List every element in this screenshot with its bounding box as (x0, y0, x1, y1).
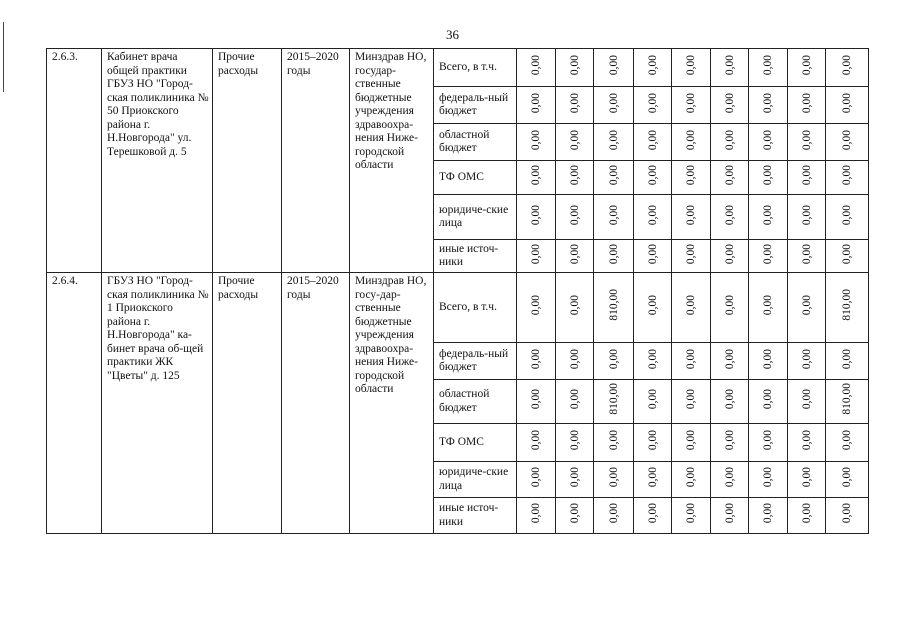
value-cell (594, 161, 634, 195)
value-cell (556, 87, 594, 124)
value-text: 0,00 (568, 503, 581, 524)
value-text: 0,00 (646, 295, 659, 316)
value-text: 0,00 (800, 129, 813, 150)
value-cell (594, 462, 634, 498)
value-text: 0,00 (646, 243, 659, 264)
value-cell (594, 424, 634, 462)
value-cell (556, 343, 594, 380)
value-text: 0,00 (723, 92, 736, 113)
source-federal-budget: федераль-ный бюджет (434, 87, 517, 124)
value-text: 810,00 (607, 383, 620, 416)
value-cell (594, 87, 634, 124)
value-cell (826, 380, 869, 424)
value-text: 0,00 (530, 92, 542, 113)
source-other-sources: иные источ-ники (434, 498, 517, 534)
value-text: 0,00 (530, 430, 542, 451)
value-cell (556, 273, 594, 343)
value-cell (711, 49, 749, 87)
value-text: 0,00 (685, 389, 697, 410)
value-cell (672, 87, 711, 124)
value-cell (749, 124, 788, 161)
value-text: 0,00 (723, 295, 736, 316)
item-name: Кабинет врача общей практики ГБУЗ НО "Город-ская поликлиника № 50 Приокского района г. Н.Новгорода" ул. Терешковой д. 5 (102, 49, 213, 273)
value-text: 0,00 (568, 243, 581, 264)
value-text: 0,00 (685, 348, 697, 369)
value-cell (788, 87, 826, 124)
value-cell (711, 462, 749, 498)
value-cell (634, 498, 672, 534)
value-text: 0,00 (723, 503, 736, 524)
value-text: 0,00 (607, 165, 620, 186)
value-text: 0,00 (841, 204, 853, 225)
value-text: 0,00 (800, 92, 813, 113)
value-text: 0,00 (685, 165, 697, 186)
value-cell (517, 343, 556, 380)
value-text: 0,00 (568, 467, 581, 488)
page-number: 36 (446, 27, 459, 42)
value-cell (517, 380, 556, 424)
value-text: 0,00 (568, 55, 581, 76)
value-cell (711, 380, 749, 424)
value-text: 0,00 (568, 348, 581, 369)
value-text: 0,00 (685, 295, 697, 316)
value-cell (788, 462, 826, 498)
value-cell (517, 195, 556, 240)
value-cell (594, 343, 634, 380)
value-cell (749, 273, 788, 343)
value-text: 0,00 (607, 467, 620, 488)
value-text: 0,00 (762, 204, 774, 225)
value-cell (826, 240, 869, 273)
value-text: 0,00 (530, 55, 542, 76)
value-cell (711, 273, 749, 343)
value-cell (634, 195, 672, 240)
value-text: 810,00 (841, 289, 853, 322)
value-text: 0,00 (568, 129, 581, 150)
value-text: 0,00 (685, 467, 697, 488)
value-cell (634, 424, 672, 462)
value-cell (594, 124, 634, 161)
value-text: 0,00 (841, 165, 853, 186)
value-text: 0,00 (685, 243, 697, 264)
value-cell (672, 195, 711, 240)
value-cell (594, 498, 634, 534)
source-total: Всего, в т.ч. (434, 49, 517, 87)
value-text: 0,00 (646, 503, 659, 524)
value-text: 0,00 (685, 92, 697, 113)
value-text: 0,00 (530, 243, 542, 264)
value-text: 0,00 (607, 129, 620, 150)
value-text: 0,00 (530, 503, 542, 524)
value-text: 0,00 (800, 503, 813, 524)
period: 2015–2020 годы (282, 49, 350, 273)
value-text: 0,00 (841, 243, 853, 264)
item-code: 2.6.3. (47, 49, 102, 273)
value-text: 0,00 (607, 92, 620, 113)
value-cell (749, 380, 788, 424)
value-cell (826, 195, 869, 240)
expense-type: Прочие расходы (213, 49, 282, 273)
value-cell (788, 124, 826, 161)
value-cell (556, 195, 594, 240)
value-cell (556, 380, 594, 424)
value-text: 0,00 (568, 204, 581, 225)
table-row (47, 49, 869, 87)
value-text: 0,00 (800, 204, 813, 225)
value-cell (517, 240, 556, 273)
value-cell (672, 424, 711, 462)
value-cell (672, 273, 711, 343)
value-cell (711, 195, 749, 240)
value-cell (749, 240, 788, 273)
value-cell (788, 343, 826, 380)
value-cell (517, 49, 556, 87)
value-cell (634, 462, 672, 498)
value-cell (556, 161, 594, 195)
value-cell (517, 462, 556, 498)
value-text: 0,00 (646, 204, 659, 225)
value-cell (711, 87, 749, 124)
source-regional-budget: областной бюджет (434, 380, 517, 424)
value-cell (749, 424, 788, 462)
value-text: 0,00 (800, 55, 813, 76)
value-cell (594, 380, 634, 424)
value-text: 0,00 (530, 295, 542, 316)
value-cell (634, 49, 672, 87)
item-name: ГБУЗ НО "Город-ская поликлиника № 1 Приокского района г. Н.Новгорода" ка-бинет врача об-щей практики ЖК "Цветы" д. 125 (102, 273, 213, 534)
value-text: 0,00 (800, 165, 813, 186)
source-legal-entities: юридиче-ские лица (434, 195, 517, 240)
value-text: 810,00 (607, 289, 620, 322)
value-text: 0,00 (723, 430, 736, 451)
value-text: 0,00 (607, 348, 620, 369)
item-code: 2.6.4. (47, 273, 102, 534)
value-cell (556, 498, 594, 534)
value-cell (556, 462, 594, 498)
value-cell (672, 343, 711, 380)
value-text: 0,00 (762, 129, 774, 150)
value-cell (711, 161, 749, 195)
source-legal-entities: юридиче-ские лица (434, 462, 517, 498)
value-text: 0,00 (762, 389, 774, 410)
value-cell (517, 424, 556, 462)
value-cell (749, 498, 788, 534)
value-text: 0,00 (723, 243, 736, 264)
value-text: 0,00 (685, 204, 697, 225)
value-cell (517, 161, 556, 195)
value-text: 0,00 (530, 129, 542, 150)
value-text: 0,00 (568, 430, 581, 451)
value-text: 0,00 (800, 430, 813, 451)
executor: Минздрав НО, госу-дар-ственные бюджетные учреждения здравоохра-нения Ниже-городской области (350, 273, 434, 534)
value-text: 0,00 (530, 389, 542, 410)
value-cell (788, 240, 826, 273)
value-cell (672, 380, 711, 424)
value-text: 0,00 (685, 55, 697, 76)
expense-type: Прочие расходы (213, 273, 282, 534)
value-text: 0,00 (800, 348, 813, 369)
value-text: 0,00 (568, 92, 581, 113)
value-cell (788, 424, 826, 462)
value-text: 0,00 (568, 295, 581, 316)
value-text: 0,00 (762, 165, 774, 186)
source-federal-budget: федераль-ный бюджет (434, 343, 517, 380)
value-cell (826, 462, 869, 498)
value-text: 0,00 (646, 348, 659, 369)
value-cell (788, 49, 826, 87)
value-cell (788, 161, 826, 195)
value-cell (556, 240, 594, 273)
value-text: 0,00 (607, 503, 620, 524)
value-text: 0,00 (646, 92, 659, 113)
value-cell (826, 498, 869, 534)
value-text: 0,00 (762, 430, 774, 451)
value-text: 0,00 (685, 129, 697, 150)
source-tf-oms: ТФ ОМС (434, 161, 517, 195)
period: 2015–2020 годы (282, 273, 350, 534)
value-text: 0,00 (607, 430, 620, 451)
value-cell (517, 498, 556, 534)
value-cell (711, 240, 749, 273)
value-cell (711, 343, 749, 380)
value-text: 0,00 (646, 165, 659, 186)
value-cell (788, 273, 826, 343)
value-cell (826, 87, 869, 124)
value-text: 0,00 (646, 389, 659, 410)
value-text: 0,00 (762, 92, 774, 113)
value-text: 0,00 (762, 295, 774, 316)
value-cell (634, 124, 672, 161)
value-cell (672, 240, 711, 273)
value-text: 0,00 (800, 389, 813, 410)
value-cell (556, 124, 594, 161)
value-text: 0,00 (723, 389, 736, 410)
value-cell (788, 498, 826, 534)
value-cell (672, 161, 711, 195)
value-cell (634, 273, 672, 343)
value-cell (634, 380, 672, 424)
value-text: 0,00 (568, 165, 581, 186)
value-text: 0,00 (607, 243, 620, 264)
value-cell (517, 273, 556, 343)
value-text: 0,00 (762, 243, 774, 264)
value-cell (634, 240, 672, 273)
value-cell (826, 273, 869, 343)
value-cell (711, 424, 749, 462)
margin-rule (3, 22, 4, 92)
value-text: 0,00 (646, 467, 659, 488)
value-text: 0,00 (841, 430, 853, 451)
value-text: 0,00 (841, 467, 853, 488)
value-cell (634, 343, 672, 380)
value-cell (749, 462, 788, 498)
value-cell (711, 498, 749, 534)
value-cell (634, 161, 672, 195)
value-cell (672, 124, 711, 161)
source-tf-oms: ТФ ОМС (434, 424, 517, 462)
value-cell (672, 498, 711, 534)
value-cell (517, 124, 556, 161)
value-cell (826, 124, 869, 161)
value-text: 0,00 (723, 55, 736, 76)
value-text: 0,00 (530, 204, 542, 225)
value-cell (711, 124, 749, 161)
source-regional-budget: областной бюджет (434, 124, 517, 161)
value-text: 0,00 (685, 503, 697, 524)
source-total: Всего, в т.ч. (434, 273, 517, 343)
value-text: 0,00 (723, 165, 736, 186)
value-cell (749, 343, 788, 380)
value-text: 0,00 (530, 348, 542, 369)
value-cell (749, 195, 788, 240)
value-text: 0,00 (800, 467, 813, 488)
value-cell (788, 195, 826, 240)
value-text: 0,00 (762, 467, 774, 488)
value-text: 0,00 (607, 204, 620, 225)
value-cell (749, 87, 788, 124)
executor: Минздрав НО, государ-ственные бюджетные учреждения здравоохра-нения Ниже-городской области (350, 49, 434, 273)
value-text: 0,00 (723, 467, 736, 488)
value-text: 0,00 (685, 430, 697, 451)
value-cell (556, 424, 594, 462)
value-cell (556, 49, 594, 87)
value-text: 0,00 (762, 55, 774, 76)
value-cell (517, 87, 556, 124)
value-cell (594, 195, 634, 240)
value-text: 0,00 (841, 92, 853, 113)
value-text: 0,00 (800, 295, 813, 316)
value-cell (634, 87, 672, 124)
table-row (47, 273, 869, 343)
value-text: 0,00 (800, 243, 813, 264)
value-text: 0,00 (530, 165, 542, 186)
value-cell (672, 49, 711, 87)
value-text: 0,00 (841, 129, 853, 150)
value-cell (826, 161, 869, 195)
value-text: 810,00 (841, 383, 853, 416)
value-cell (788, 380, 826, 424)
value-text: 0,00 (646, 129, 659, 150)
value-text: 0,00 (530, 467, 542, 488)
source-other-sources: иные источ-ники (434, 240, 517, 273)
value-text: 0,00 (762, 503, 774, 524)
value-text: 0,00 (568, 389, 581, 410)
value-text: 0,00 (723, 204, 736, 225)
value-cell (594, 273, 634, 343)
value-cell (749, 49, 788, 87)
value-cell (826, 49, 869, 87)
value-cell (594, 240, 634, 273)
value-text: 0,00 (841, 503, 853, 524)
value-cell (826, 424, 869, 462)
value-text: 0,00 (841, 55, 853, 76)
value-cell (672, 462, 711, 498)
value-text: 0,00 (723, 348, 736, 369)
value-text: 0,00 (762, 348, 774, 369)
value-cell (749, 161, 788, 195)
value-text: 0,00 (607, 55, 620, 76)
value-text: 0,00 (841, 348, 853, 369)
budget-table (46, 48, 869, 534)
value-text: 0,00 (646, 55, 659, 76)
value-text: 0,00 (723, 129, 736, 150)
value-cell (826, 343, 869, 380)
value-text: 0,00 (646, 430, 659, 451)
value-cell (594, 49, 634, 87)
